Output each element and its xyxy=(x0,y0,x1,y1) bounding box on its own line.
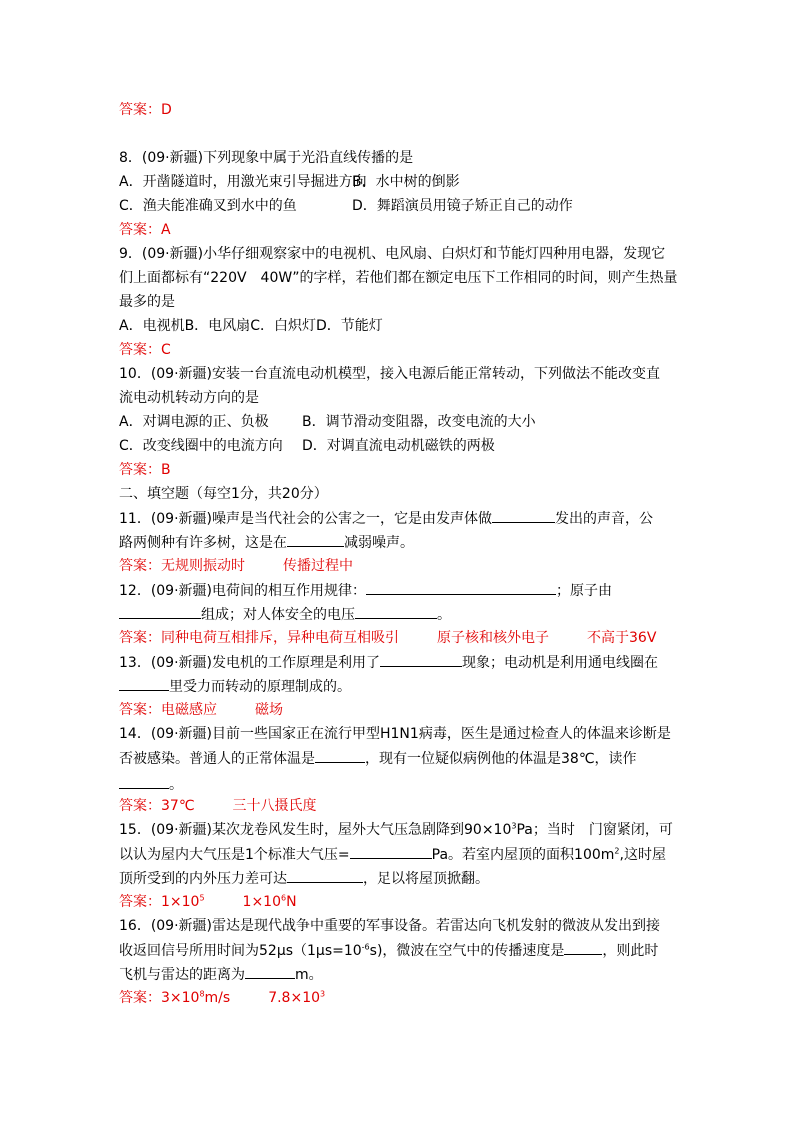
answer-label: 答案： xyxy=(119,894,161,910)
answer-value: 不高于36V xyxy=(587,630,657,646)
answer-value: 同种电荷互相排斥，异种电荷互相吸引 xyxy=(161,630,399,646)
answer-label: 答案： xyxy=(119,342,161,358)
question-12-line1 xyxy=(119,578,612,602)
superscript: 3 xyxy=(511,821,517,831)
question-9-line2: 们上面都标有“220V 40W”的字样，若他们都在额定电压下工作相同的时间，则产生热量 xyxy=(119,270,678,286)
question-15-line2 xyxy=(119,842,666,866)
question-16-line2 xyxy=(119,938,658,962)
blank xyxy=(287,866,363,883)
answer-value: 1×10 xyxy=(242,894,281,910)
answer-value: 3×10 xyxy=(161,990,200,1006)
question-9-line1: 9．(09·新疆)小华仔细观察家中的电视机、电风扇、白炽灯和节能灯四种用电器，发现它 xyxy=(119,246,666,262)
answer-q16 xyxy=(119,986,325,1010)
answer-value: 1×10 xyxy=(161,894,200,910)
answer-q14 xyxy=(119,794,317,818)
answer-q8 xyxy=(119,218,171,242)
answer-value: 原子核和核外电子 xyxy=(437,630,549,646)
answer-value: 7.8×10 xyxy=(268,990,321,1006)
text: 发出的声音，公 xyxy=(555,511,654,527)
answer-label: 答案： xyxy=(119,462,161,478)
blank xyxy=(119,602,201,619)
question-11-line1 xyxy=(119,506,653,530)
blank xyxy=(380,650,462,667)
option-b: B．电风扇 xyxy=(184,318,251,334)
text: ,这时屋 xyxy=(619,847,666,863)
text: 顶所受到的内外压力差可达 xyxy=(119,871,287,887)
option-a: A．开凿隧道时，用激光束引导掘进方向 xyxy=(119,174,367,190)
option-c: C．改变线圈中的电流方向 xyxy=(119,438,283,454)
answer-q11 xyxy=(119,554,353,578)
question-12-line2 xyxy=(119,602,451,626)
answer-label: 答案： xyxy=(119,102,161,118)
blank xyxy=(492,506,555,523)
answer-q9 xyxy=(119,338,171,362)
option-a: A．对调电源的正、负极 xyxy=(119,414,269,430)
text: 13．(09·新疆)发电机的工作原理是利用了 xyxy=(119,655,381,671)
question-11-line2 xyxy=(119,530,414,554)
question-14-line1: 14．(09·新疆)目前一些国家正在流行甲型H1N1病毒，医生是通过检查人的体温来诊断是 xyxy=(119,726,671,742)
text: Pa。若室内屋顶的面积100m xyxy=(431,847,615,863)
answer-value: A xyxy=(161,222,171,238)
blank xyxy=(315,746,365,763)
answer-unit: N xyxy=(286,894,297,910)
blank xyxy=(564,938,602,955)
blank xyxy=(119,674,169,691)
text: 。 xyxy=(169,777,183,793)
option-d: D．对调直流电动机磁铁的两极 xyxy=(302,438,495,454)
text: 现象；电动机是利用通电线圈在 xyxy=(462,655,659,671)
blank xyxy=(366,578,556,595)
answer-q13 xyxy=(119,698,283,722)
question-16-line3 xyxy=(119,962,323,986)
answer-q7 xyxy=(119,98,172,122)
answer-value: D xyxy=(161,102,172,118)
answer-label: 答案： xyxy=(119,222,161,238)
question-10-options-row2 xyxy=(119,434,679,458)
blank xyxy=(287,530,344,547)
superscript: 6 xyxy=(281,893,287,903)
question-10-line1: 10．(09·新疆)安装一台直流电动机模型，接入电源后能正常转动，下列做法不能改变直 xyxy=(119,366,661,382)
answer-label: 答案： xyxy=(119,798,161,814)
question-10-options-row1 xyxy=(119,410,679,434)
blank xyxy=(355,602,437,619)
answer-value: 三十八摄氏度 xyxy=(232,798,317,814)
question-16-line1: 16．(09·新疆)雷达是现代战争中重要的军事设备。若雷达向飞机发射的微波从发出到接 xyxy=(119,918,661,934)
answer-value: B xyxy=(161,462,171,478)
superscript: -6 xyxy=(361,942,370,952)
question-8-stem: 8．(09·新疆)下列现象中属于光沿直线传播的是 xyxy=(119,150,414,166)
option-d: D．节能灯 xyxy=(315,318,383,334)
text: ，则此时 xyxy=(602,943,659,959)
text: 收返回信号所用时间为52μs（1μs=10 xyxy=(119,943,362,959)
answer-unit: m/s xyxy=(204,990,231,1006)
question-9-options xyxy=(119,314,383,338)
blank xyxy=(245,962,295,979)
answer-label: 答案： xyxy=(119,630,161,646)
answer-value: 磁场 xyxy=(255,702,283,718)
superscript: 8 xyxy=(199,989,205,999)
text: ，足以将屋顶掀翻。 xyxy=(363,871,489,887)
answer-value: 电磁感应 xyxy=(161,702,217,718)
option-b: B．水中树的倒影 xyxy=(352,174,460,190)
text: 。 xyxy=(437,607,451,623)
question-9-line3: 最多的是 xyxy=(119,294,175,310)
text: 否被感染。普通人的正常体温是 xyxy=(119,751,315,767)
answer-label: 答案： xyxy=(119,990,161,1006)
question-14-line2 xyxy=(119,746,637,770)
question-10-line2: 流电动机转动方向的是 xyxy=(119,390,259,406)
answer-value: 无规则振动时 xyxy=(161,558,245,574)
option-d: D．舞蹈演员用镜子矫正自己的动作 xyxy=(352,198,573,214)
text: m。 xyxy=(295,967,323,983)
text: 15．(09·新疆)某次龙卷风发生时，屋外大气压急剧降到90×10 xyxy=(119,822,512,838)
section-heading: 二、填空题（每空1分，共20分） xyxy=(119,486,328,502)
text: 以认为屋内大气压是1个标准大气压= xyxy=(119,847,350,863)
blank xyxy=(350,842,432,859)
text: Pa；当时 门窗紧闭，可 xyxy=(516,822,673,838)
question-8-options-row2 xyxy=(119,194,679,218)
text: 飞机与雷达的距离为 xyxy=(119,967,245,983)
answer-q15 xyxy=(119,890,297,914)
option-c: C．白炽灯 xyxy=(250,318,316,334)
text: 11．(09·新疆)噪声是当代社会的公害之一，它是由发声体做 xyxy=(119,511,493,527)
answer-value: 传播过程中 xyxy=(283,558,353,574)
blank xyxy=(119,772,169,789)
text: 减弱噪声。 xyxy=(344,535,414,551)
superscript: 5 xyxy=(199,893,205,903)
question-15-line3 xyxy=(119,866,489,890)
question-14-line3 xyxy=(119,772,183,796)
option-a: A．电视机 xyxy=(119,318,185,334)
superscript: 3 xyxy=(320,989,326,999)
question-13-line1 xyxy=(119,650,658,674)
text: 里受力而转动的原理制成的。 xyxy=(169,679,351,695)
answer-label: 答案： xyxy=(119,558,161,574)
question-8-options-row1 xyxy=(119,170,679,194)
text: 路两侧种有许多树，这是在 xyxy=(119,535,287,551)
answer-q12 xyxy=(119,626,656,650)
text: 12．(09·新疆)电荷间的相互作用规律： xyxy=(119,583,367,599)
superscript: 2 xyxy=(614,846,620,856)
text: ，现有一位疑似病例他的体温是38℃，读作 xyxy=(365,751,637,767)
answer-q10 xyxy=(119,458,171,482)
question-13-line2 xyxy=(119,674,351,698)
option-b: B．调节滑动变阻器，改变电流的大小 xyxy=(302,414,536,430)
option-c: C．渔夫能准确叉到水中的鱼 xyxy=(119,198,297,214)
text: 组成；对人体安全的电压 xyxy=(201,607,355,623)
text: s)，微波在空气中的传播速度是 xyxy=(369,943,565,959)
answer-label: 答案： xyxy=(119,702,161,718)
text: ；原子由 xyxy=(556,583,613,599)
answer-value: 37℃ xyxy=(161,798,195,814)
question-15-line1 xyxy=(119,818,673,842)
answer-value: C xyxy=(161,342,171,358)
